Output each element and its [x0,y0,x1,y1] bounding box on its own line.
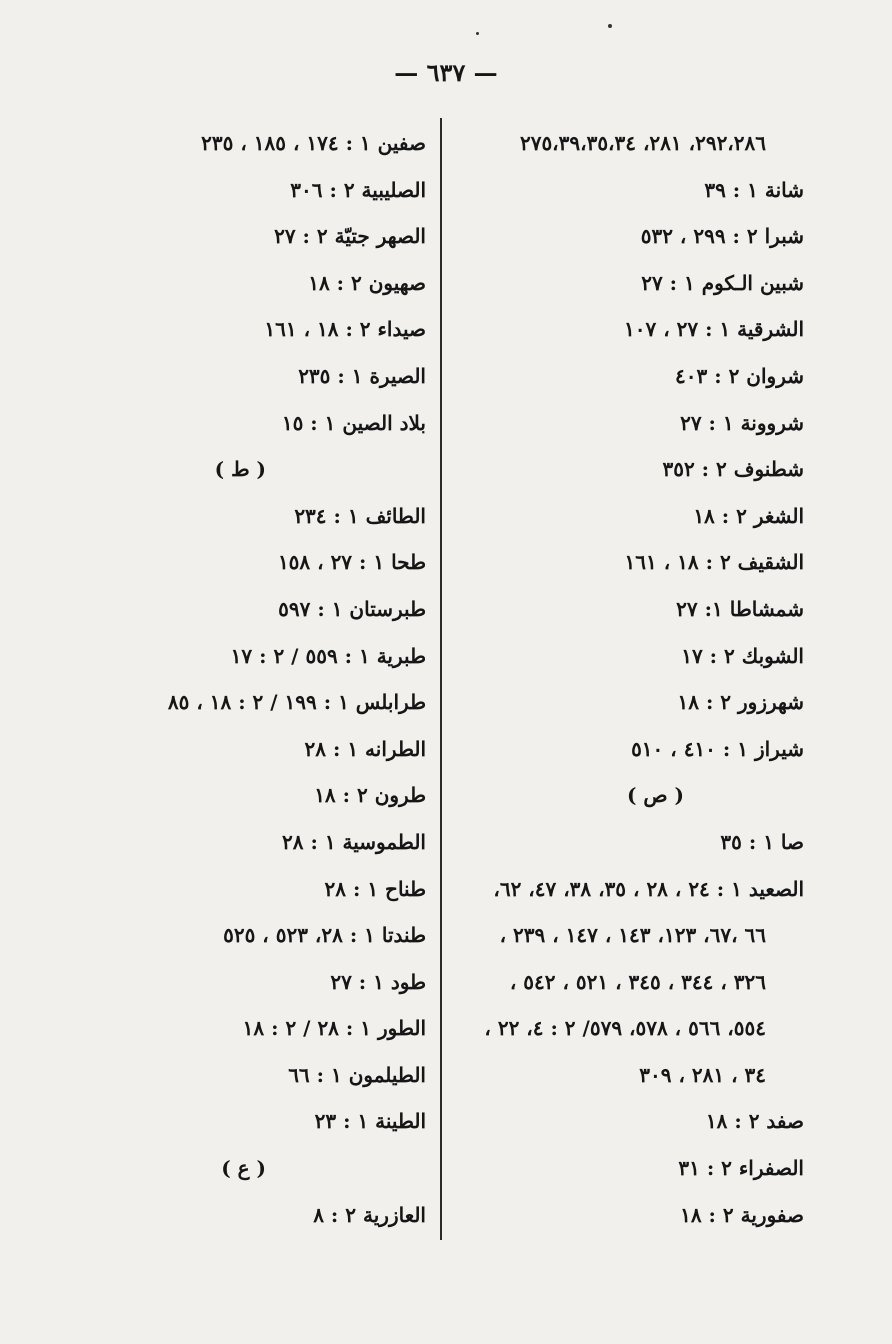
index-entry: طحا ١ : ٢٧ ، ١٥٨ [277,550,426,575]
index-entry: الصليبية ٢ : ٣٠٦ [290,177,426,202]
index-entry: شبين الـكوم ١ : ٢٧ [641,270,804,295]
index-entry: صفورية ٢ : ١٨ [680,1202,804,1227]
index-entry: طرابلس ١ : ١٩٩ / ٢ : ١٨ ، ٨٥ [167,690,426,715]
index-entry: شبرا ٢ : ٢٩٩ ، ٥٣٢ [640,224,804,249]
index-entry: شمشاطا ١: ٢٧ [676,596,804,621]
letter-heading: ( ع ) [221,1156,266,1181]
index-entry: طرون ٢ : ١٨ [314,783,426,808]
index-entry: الطيلمون ١ : ٦٦ [288,1062,426,1087]
index-entry: الصهر جتيّة ٢ : ٢٧ [274,224,426,249]
index-entry-continuation: ٣٢٦ ، ٣٤٤ ، ٣٤٥ ، ٥٢١ ، ٥٤٢ ، [509,969,766,994]
index-entry: العازرية ٢ : ٨ [313,1202,426,1227]
index-entry: شيراز ١ : ٤١٠ ، ٥١٠ [631,736,804,761]
index-entry: طناح ١ : ٢٨ [324,876,426,901]
index-entry: الطينة ١ : ٢٣ [314,1109,426,1134]
index-entry: شانة ١ : ٣٩ [704,177,804,202]
index-entry-continuation: ٣٤ ، ٢٨١ ، ٣٠٩ [639,1062,766,1087]
page-number: — ٦٣٧ — [394,58,498,87]
column-divider [440,118,442,1240]
index-entry: الصفراء ٢ : ٣١ [678,1156,804,1181]
index-entry: طبرية ١ : ٥٥٩ / ٢ : ١٧ [230,643,426,668]
index-entry: الشرقية ١ : ٢٧ ، ١٠٧ [624,317,804,342]
index-entry: شروونة ١ : ٢٧ [680,410,804,435]
index-entry: الشوبك ٢ : ١٧ [681,643,804,668]
index-entry: شهرزور ٢ : ١٨ [677,690,804,715]
index-entry: الطائف ١ : ٢٣٤ [294,503,426,528]
index-column-right [459,120,804,1238]
index-entry: طبرستان ١ : ٥٩٧ [278,596,426,621]
index-entry: الشغر ٢ : ١٨ [693,503,804,528]
index-entry: بلاد الصين ١ : ١٥ [281,410,426,435]
index-entry: طود ١ : ٢٧ [330,969,426,994]
index-entry: طندتا ١ : ٢٨، ٥٢٣ ، ٥٢٥ [223,923,426,948]
index-entry: الطموسية ١ : ٢٨ [282,829,426,854]
ink-speck [476,32,479,35]
index-entry: صهيون ٢ : ١٨ [308,270,426,295]
index-entry-continuation: ٦٦ ،٦٧، ١٢٣، ١٤٣ ، ١٤٧ ، ٢٣٩ ، [499,923,766,948]
index-entry: صفد ٢ : ١٨ [705,1109,804,1134]
index-entry: شطنوف ٢ : ٣٥٢ [662,457,804,482]
letter-heading: ( ص ) [626,783,684,808]
index-entry: الصعيد ١ : ٢٤ ، ٢٨ ، ٣٥، ٣٨، ٤٧، ٦٢، [493,876,804,901]
index-entry: الطرانه ١ : ٢٨ [304,736,426,761]
index-entry: الطور ١ : ٢٨ / ٢ : ١٨ [242,1016,426,1041]
index-entry-continuation: ٢٩٢،٢٨٦، ٢٨١، ٢٧٥،٣٩،٣٥،٣٤ [519,131,766,155]
letter-heading: ( ط ) [214,457,266,482]
index-entry: صيداء ٢ : ١٨ ، ١٦١ [264,317,426,342]
index-entry: شروان ٢ : ٤٠٣ [675,363,804,388]
index-entry: صفين ١ : ١٧٤ ، ١٨٥ ، ٢٣٥ [201,131,426,155]
index-entry: الشقيف ٢ : ١٨ ، ١٦١ [624,550,804,575]
ink-speck [608,24,612,28]
index-entry-continuation: ٥٥٤، ٥٦٦ ، ٥٧٨، ٥٧٩/ ٢ : ٤، ٢٢ ، [484,1016,766,1041]
index-entry: صا ١ : ٣٥ [720,829,804,854]
index-column-left [86,120,426,1238]
index-entry: الصيرة ١ : ٢٣٥ [298,363,426,388]
